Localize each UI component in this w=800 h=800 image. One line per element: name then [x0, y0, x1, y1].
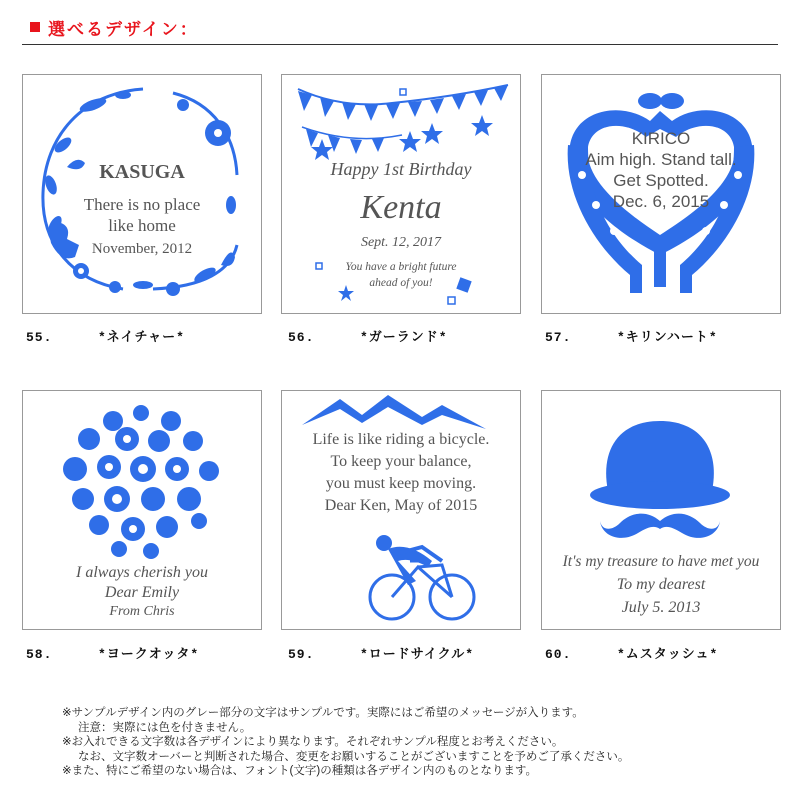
design-name: *ムスタッシュ*	[617, 647, 719, 662]
design-card-55[interactable]	[22, 74, 262, 314]
design-text-line: I always cherish you	[76, 564, 208, 581]
design-caption-56	[288, 326, 448, 345]
design-name: *キリンハート*	[617, 330, 718, 345]
section-header	[30, 10, 199, 44]
design-text-line: KASUGA	[99, 161, 185, 183]
design-text-line: From Chris	[109, 604, 175, 619]
design-number: 58.	[26, 647, 53, 662]
design-number: 55.	[26, 330, 53, 345]
design-text-line: Aim high. Stand tall.	[585, 150, 737, 169]
note-line: ※また、特にご希望のない場合は、フォント(文字)の種類は各デザイン内のものとなります。	[62, 765, 537, 777]
design-card-60[interactable]	[541, 390, 781, 630]
design-text-line: Happy 1st Birthday	[330, 159, 472, 179]
design-text-line: KIRICO	[631, 129, 691, 148]
design-card-56[interactable]	[281, 74, 521, 314]
design-caption-59	[288, 643, 474, 662]
design-name: *ヨークオッタ*	[98, 647, 200, 662]
design-number: 60.	[545, 647, 572, 662]
design-name: *ガーランド*	[360, 330, 448, 345]
design-text-line: To keep your balance,	[330, 453, 472, 470]
design-text-line: Dear Emily	[104, 584, 180, 601]
design-number: 56.	[288, 330, 315, 345]
design-name: *ネイチャー*	[98, 330, 185, 345]
design-text-line: It's my treasure to have met you	[562, 553, 760, 570]
design-caption-55	[26, 326, 185, 345]
design-caption-57	[545, 326, 718, 345]
design-text-line: Dear Ken, May of 2015	[324, 497, 478, 514]
section-title: 選べるデザイン：	[48, 19, 199, 39]
design-number: 59.	[288, 647, 315, 662]
design-caption-60	[545, 643, 718, 662]
design-text-line: ahead of you!	[369, 277, 433, 289]
note-line: ※お入れできる文字数は各デザインにより異なります。それぞれサンプル程度とお考えください。	[62, 736, 564, 748]
design-number: 57.	[545, 330, 572, 345]
design-text-line: There is no place	[83, 195, 201, 214]
design-card-58[interactable]	[22, 390, 262, 630]
wreath-illustration	[23, 75, 261, 313]
design-text-line: To my dearest	[616, 576, 706, 593]
note-line: ※サンプルデザイン内のグレー部分の文字はサンプルです。実際にはご希望のメッセージが入ります。	[62, 707, 584, 719]
design-text-line: July 5. 2013	[621, 599, 701, 616]
header-divider	[22, 44, 778, 45]
design-text-line: Life is like riding a bicycle.	[312, 431, 490, 448]
design-card-57[interactable]	[541, 74, 781, 314]
design-text-line: November, 2012	[91, 241, 193, 257]
design-text-line: You have a bright future	[345, 261, 457, 273]
red-square-icon	[30, 22, 40, 32]
design-text-line: Sept. 12, 2017	[360, 235, 442, 250]
design-name: *ロードサイクル*	[360, 647, 475, 662]
note-line: 注意：実際には色を付きません。	[78, 721, 252, 734]
design-card-59[interactable]	[281, 390, 521, 630]
design-text-line: Dec. 6, 2015	[612, 192, 710, 211]
design-text-line: like home	[108, 216, 176, 235]
note-line: なお、文字数オーバーと判断された場合、変更をお願いすることがございますことを予めご了承ください。	[78, 750, 630, 763]
design-text-line: you must keep moving.	[325, 475, 477, 492]
notes-block	[62, 706, 629, 779]
design-text-line: Kenta	[360, 189, 442, 226]
design-caption-58	[26, 643, 199, 662]
design-text-line: Get Spotted.	[613, 171, 709, 190]
